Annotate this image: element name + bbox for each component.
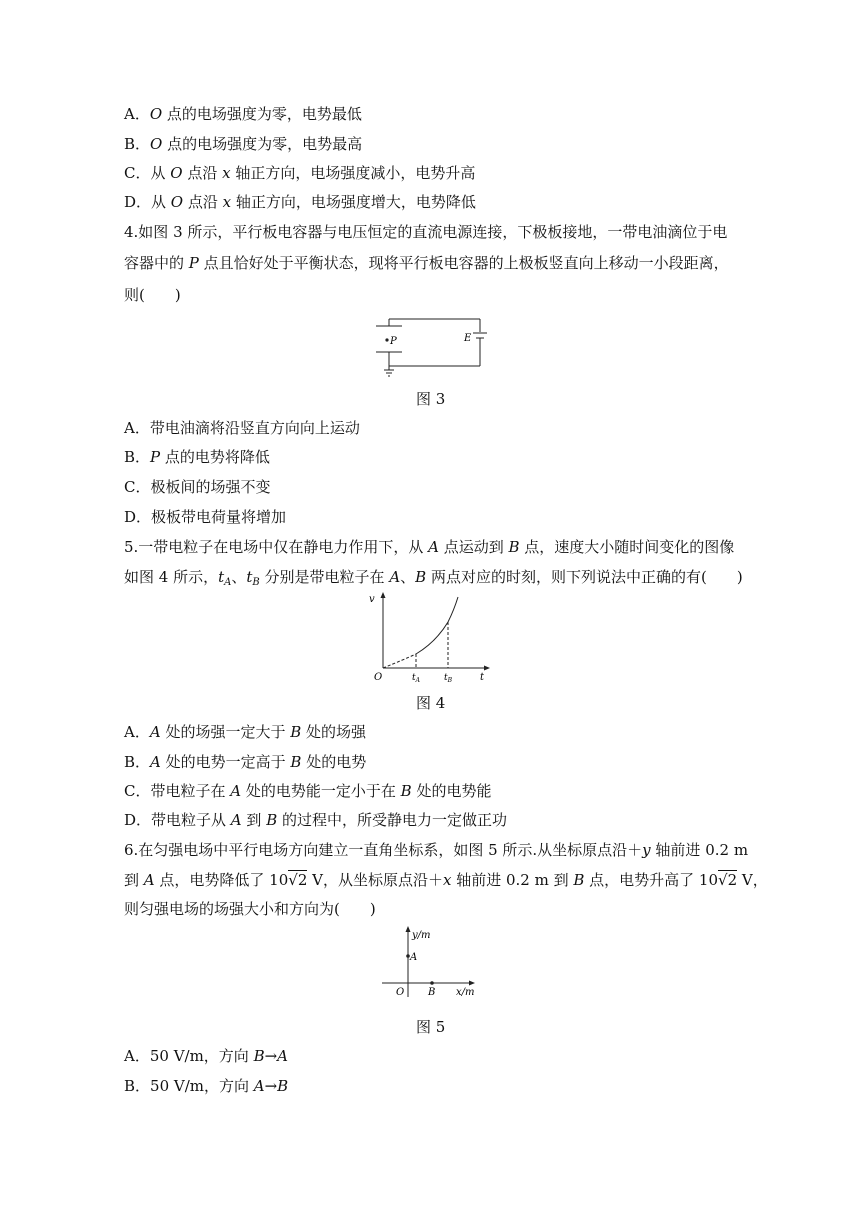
- sqrt-sign: √2: [288, 871, 308, 889]
- q6-option-a: A．50 V/m，方向 B→A: [124, 1047, 289, 1065]
- q5-option-d: D．带电粒子从 A 到 B 的过程中，所受静电力一定做正功: [124, 811, 507, 829]
- q5-option-a: A．A 处的场强一定大于 B 处的场强: [124, 723, 367, 741]
- figure-3-label-p: P: [390, 336, 397, 347]
- q6-stem-line3: 则匀强电场的场强大小和方向为( ): [124, 900, 376, 918]
- q5-stem-line1: 5.一带电粒子在电场中仅在静电力作用下，从 A 点运动到 B 点，速度大小随时间变化的图像: [124, 538, 735, 556]
- figure-5-axis-x-label: x/m: [456, 987, 475, 998]
- q3-option-a: A．O 点的电场强度为零，电势最低: [124, 105, 362, 123]
- q3-option-b: B．O 点的电场强度为零，电势最高: [124, 135, 363, 153]
- figure-4-velocity-time-graph: [368, 592, 498, 684]
- figure-4-tick-ta: $t_A$: [412, 673, 420, 684]
- q4-option-a: A．带电油滴将沿竖直方向向上运动: [124, 419, 360, 437]
- figure-5-caption: 图 5: [416, 1018, 446, 1036]
- q3-option-d: D．从 O 点沿 x 轴正方向，电场强度增大，电势降低: [124, 193, 476, 211]
- q4-option-b: B．P 点的电势将降低: [124, 448, 270, 466]
- q6-stem-line2: 到 A 点，电势降低了 10√2 V，从坐标原点沿＋x 轴前进 0.2 m 到 B 点，电势升高了 10√2 V，: [124, 871, 768, 889]
- oil-drop-dot: [385, 338, 388, 341]
- figure-4-caption: 图 4: [416, 694, 446, 712]
- q4-stem-line1: 4.如图 3 所示，平行板电容器与电压恒定的直流电源连接，下极板接地，一带电油滴位于电: [124, 223, 728, 241]
- figure-3-circuit: [370, 316, 490, 378]
- q6-stem-line1: 6.在匀强电场中平行电场方向建立一直角坐标系，如图 5 所示.从坐标原点沿＋y 轴前进 0.2 m: [124, 841, 749, 859]
- figure-4-curve-solid: [416, 597, 458, 654]
- figure-3-caption: 图 3: [416, 390, 446, 408]
- q4-option-c: C．极板间的场强不变: [124, 478, 271, 496]
- q5-option-c: C．带电粒子在 A 处的电势能一定小于在 B 处的电势能: [124, 782, 492, 800]
- sqrt-sign: √2: [718, 871, 738, 889]
- figure-4-axis-t-label: t: [480, 672, 485, 683]
- figure-5-origin-label: O: [396, 987, 405, 998]
- figure-4-tick-tb: $t_B$: [444, 673, 453, 684]
- q4-option-d: D．极板带电荷量将增加: [124, 508, 287, 526]
- q3-option-c: C．从 O 点沿 x 轴正方向，电场强度减小，电势升高: [124, 164, 476, 182]
- q5-stem-line2: 如图 4 所示，$t_A$、$t_B$ 分别是带电粒子在 A、B 两点对应的时刻，则下列说法中正确的有( ): [124, 568, 743, 588]
- figure-3-label-e: E: [464, 333, 472, 344]
- q5-option-b: B．A 处的电势一定高于 B 处的电势: [124, 753, 367, 771]
- figure-4-origin-label: O: [374, 672, 383, 683]
- figure-5-axis-y-label: y/m: [412, 930, 431, 941]
- figure-5-coordinate-system: [380, 925, 480, 1000]
- figure-4-curve-dashed: [383, 654, 416, 668]
- q6-option-b: B．50 V/m，方向 A→B: [124, 1077, 289, 1095]
- figure-4-axis-v-label: v: [369, 594, 375, 605]
- q4-stem-line2: 容器中的 P 点且恰好处于平衡状态，现将平行板电容器的上极板竖直向上移动一小段距离，: [124, 254, 729, 272]
- q4-stem-line3: 则( ): [124, 286, 181, 304]
- figure-5-label-b: B: [428, 987, 436, 998]
- figure-5-label-a: A: [410, 952, 418, 963]
- figure-5-point-b: [430, 981, 434, 985]
